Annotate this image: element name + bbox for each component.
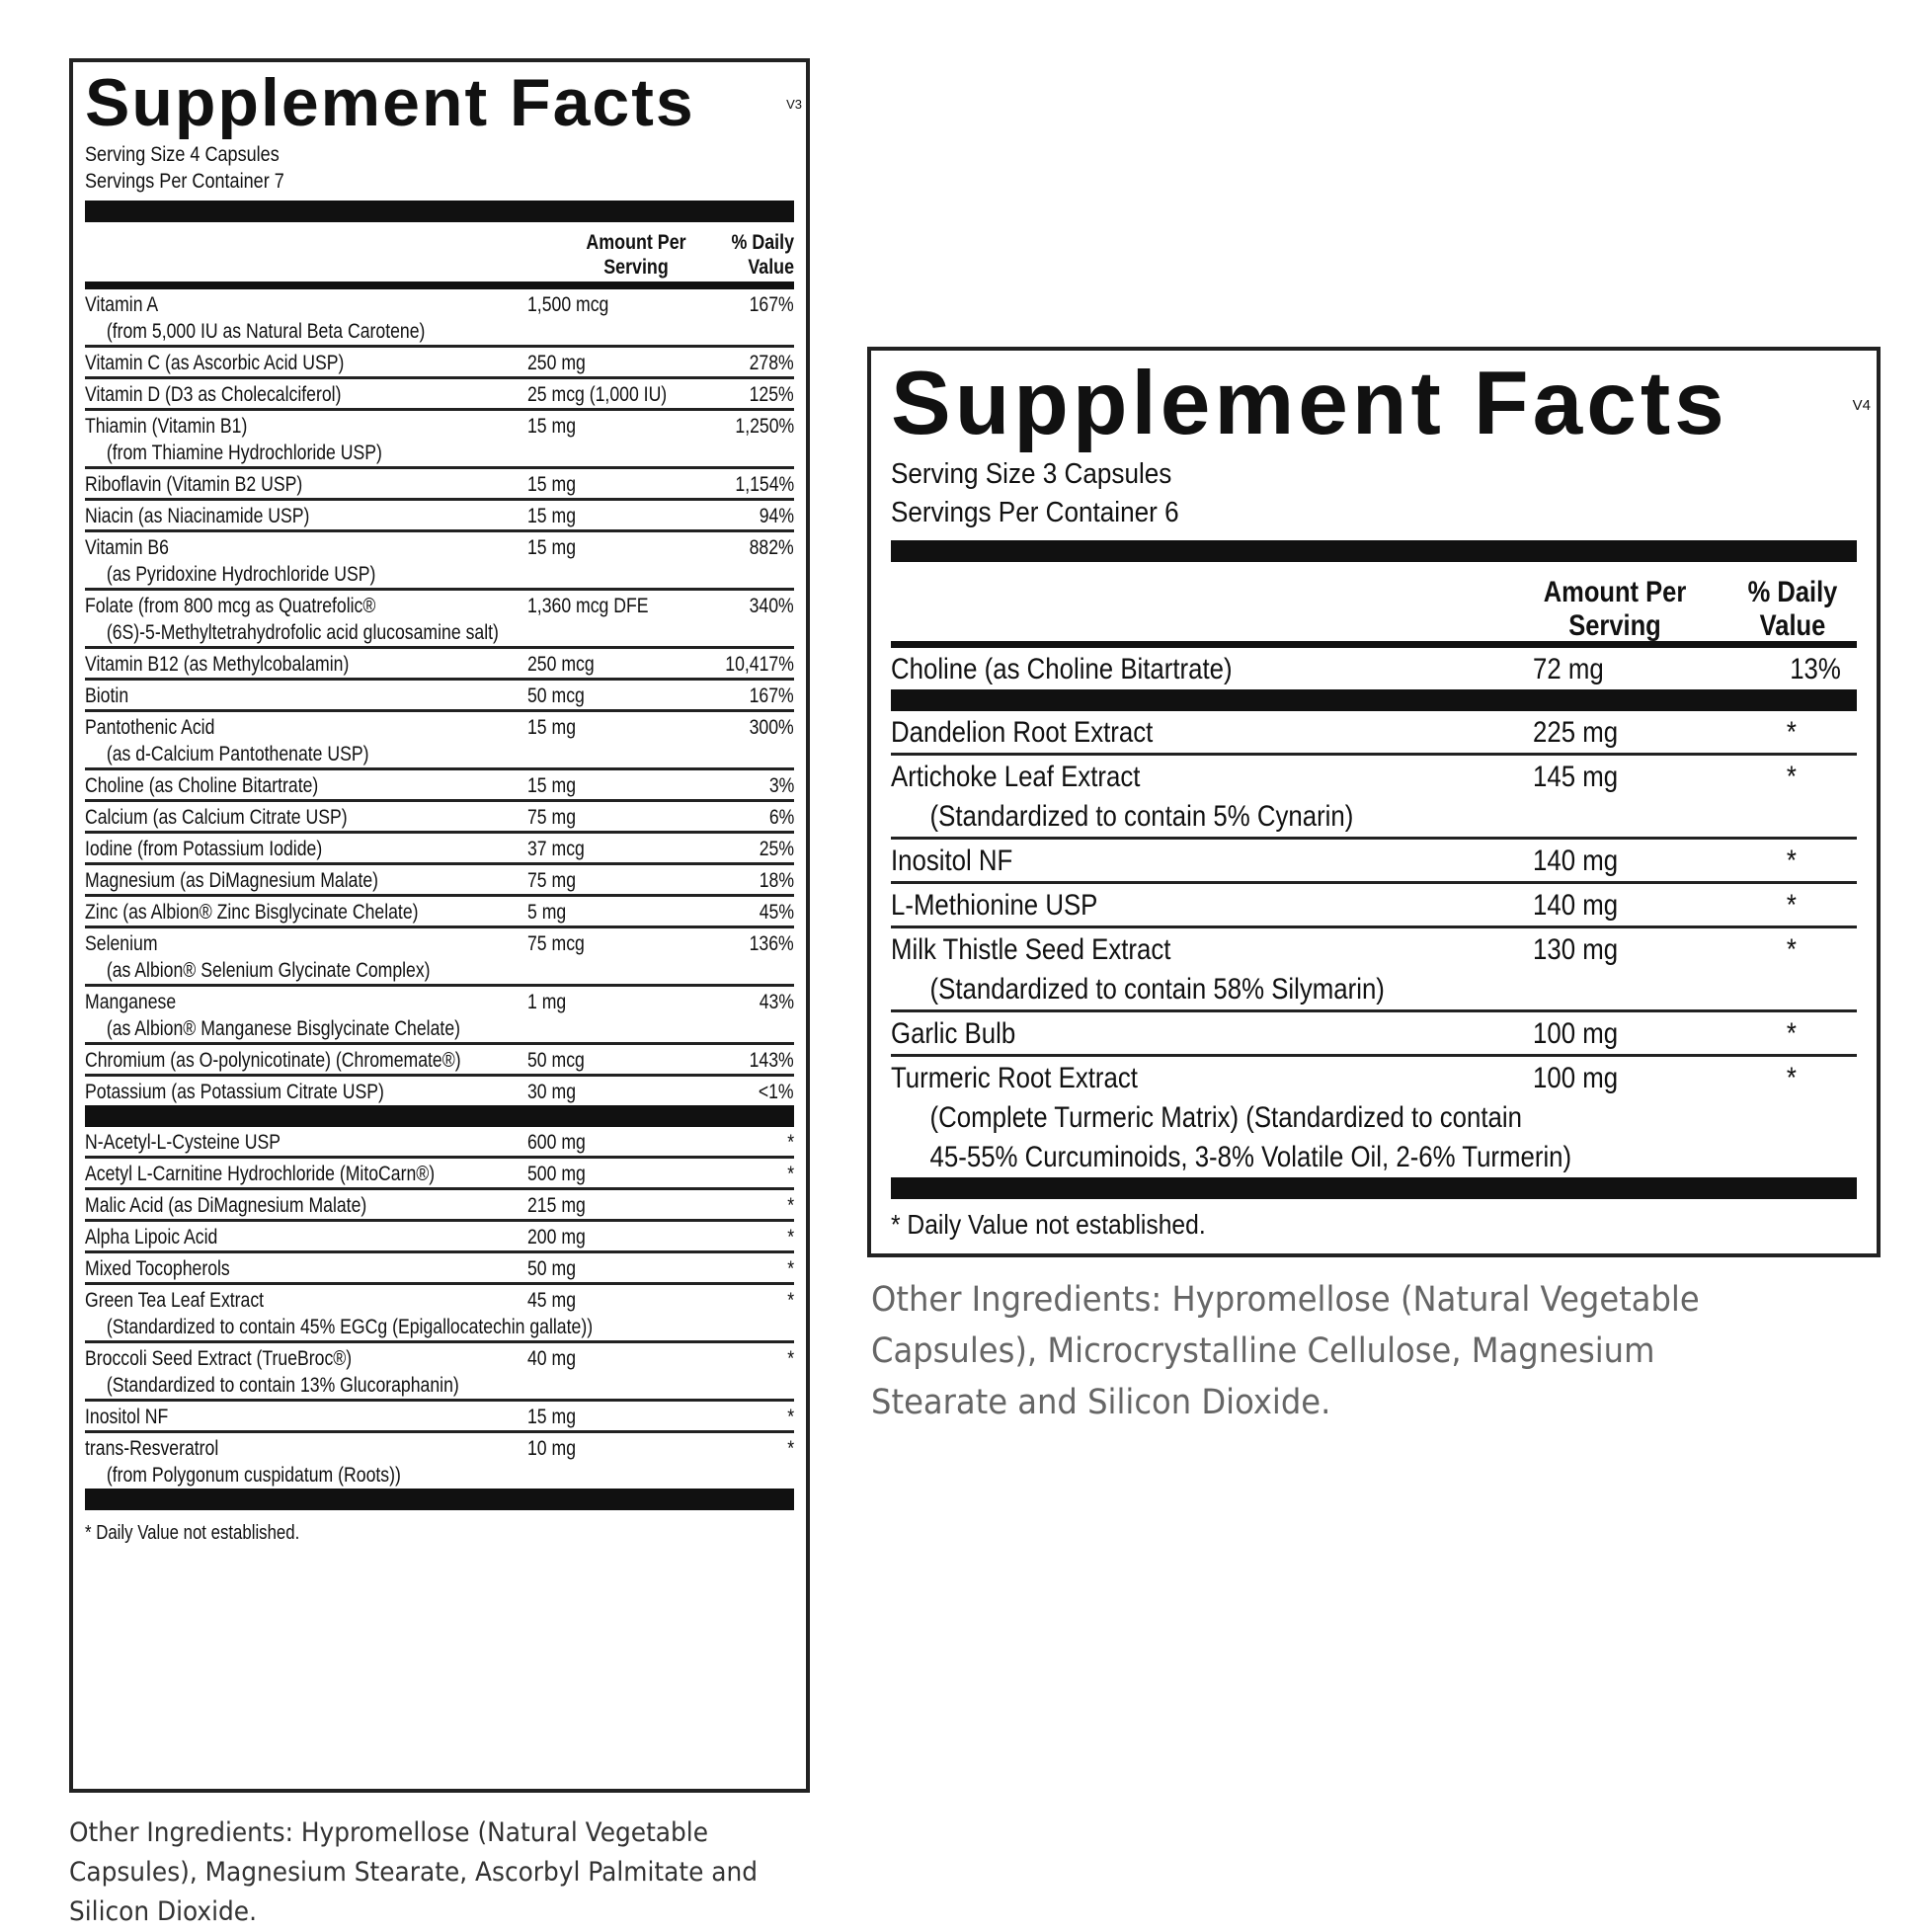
amount-per-serving: 1,500 mcg: [527, 293, 609, 316]
amount-per-serving: 145 mg: [1533, 761, 1619, 793]
ingredient-name: Milk Thistle Seed Extract: [891, 933, 1171, 966]
daily-value: *: [1786, 1062, 1797, 1094]
daily-value: *: [787, 1163, 794, 1185]
table-row: [85, 1127, 794, 1159]
table-row: [85, 1190, 794, 1222]
ingredient-name: Selenium: [85, 932, 158, 955]
vitamins-list: [85, 289, 794, 1105]
ingredient-name: Broccoli Seed Extract (TrueBroc®): [85, 1347, 353, 1370]
ingredient-name: Malic Acid (as DiMagnesium Malate): [85, 1194, 367, 1217]
amount-per-serving: 100 mg: [1533, 1062, 1619, 1094]
ingredient-name-cell: [85, 534, 681, 588]
ingredient-source: (Complete Turmeric Matrix) (Standardized to contain: [929, 1101, 1522, 1134]
amount-per-serving: 200 mg: [527, 1226, 586, 1248]
ingredient-name: Iodine (from Potassium Iodide): [85, 838, 323, 860]
amount-per-serving: 15 mg: [527, 716, 577, 739]
ingredient-name-cell: [85, 503, 681, 529]
table-row: [85, 469, 794, 501]
ingredient-name: Artichoke Leaf Extract: [891, 761, 1141, 793]
ingredient-name-cell: [85, 471, 681, 498]
table-row: [85, 987, 794, 1045]
supplement-facts-panel-right: [867, 347, 1881, 1257]
ingredient-source: (from 5,000 IU as Natural Beta Carotene): [106, 320, 426, 343]
amount-per-serving: 75 mcg: [527, 932, 585, 955]
table-row: [85, 501, 794, 532]
table-row: [85, 1222, 794, 1253]
table-row: [891, 648, 1857, 689]
amount-per-serving: 50 mcg: [527, 684, 585, 707]
amount-per-serving: 250 mcg: [527, 653, 595, 676]
daily-value: 125%: [749, 383, 794, 406]
table-row: [85, 591, 794, 649]
table-row: [891, 840, 1857, 884]
amount-per-serving: 50 mg: [527, 1257, 577, 1280]
daily-value: <1%: [759, 1081, 794, 1103]
table-row: [85, 1402, 794, 1433]
divider-thick: [891, 540, 1857, 562]
amount-per-serving: 140 mg: [1533, 889, 1619, 922]
ingredient-name-cell: [85, 714, 681, 767]
ingredient-source: (Standardized to contain 58% Silymarin): [929, 973, 1385, 1006]
ingredient-name: N-Acetyl-L-Cysteine USP: [85, 1131, 281, 1154]
table-row: [891, 1012, 1857, 1057]
daily-value: *: [1786, 1017, 1797, 1050]
amount-per-serving: 15 mg: [527, 536, 577, 559]
footnote: * Daily Value not established.: [891, 1209, 1206, 1240]
ingredient-name: Vitamin B6: [85, 536, 169, 559]
table-row: [891, 1057, 1857, 1177]
amount-per-serving: 600 mg: [527, 1131, 586, 1154]
ingredient-source: (as Pyridoxine Hydrochloride USP): [106, 563, 376, 586]
daily-value: 300%: [749, 716, 794, 739]
other-ingredients-list: [85, 1127, 794, 1489]
serving-size: Serving Size 4 Capsules: [85, 143, 280, 166]
daily-value-header: % Daily Value: [731, 231, 794, 279]
amount-per-serving: 10 mg: [527, 1437, 577, 1460]
ingredient-source: (Standardized to contain 45% EGCg (Epigallocatechin gallate)): [106, 1316, 594, 1338]
ingredient-name-cell: [85, 1435, 681, 1489]
table-row: [85, 897, 794, 928]
daily-value: 1,250%: [735, 415, 794, 438]
table-row: [85, 1159, 794, 1190]
ingredient-name-cell: [85, 1224, 681, 1250]
daily-value: *: [1786, 933, 1797, 966]
ingredient-source: (as Albion® Selenium Glycinate Complex): [106, 959, 431, 982]
daily-value: 6%: [768, 806, 794, 829]
ingredient-name-cell: [85, 867, 681, 894]
amount-per-serving: 40 mg: [527, 1347, 577, 1370]
daily-value: *: [787, 1347, 794, 1370]
ingredient-source: (from Polygonum cuspidatum (Roots)): [106, 1464, 401, 1487]
daily-value: 340%: [749, 595, 794, 617]
footnote: * Daily Value not established.: [85, 1522, 300, 1544]
amount-per-serving: 1,360 mcg DFE: [527, 595, 649, 617]
ingredient-name-cell: [85, 413, 681, 466]
table-row: [85, 1343, 794, 1402]
daily-value: *: [787, 1194, 794, 1217]
amount-per-serving: 215 mg: [527, 1194, 586, 1217]
ingredient-name: Calcium (as Calcium Citrate USP): [85, 806, 348, 829]
ingredient-name: Alpha Lipoic Acid: [85, 1226, 218, 1248]
ingredient-source: (Standardized to contain 5% Cynarin): [929, 800, 1354, 833]
table-row: [85, 1253, 794, 1285]
ingredient-source: (Standardized to contain 13% Glucoraphanin): [106, 1374, 459, 1397]
table-row: [85, 411, 794, 469]
divider-thick: [85, 201, 794, 222]
daily-value: 43%: [759, 991, 794, 1013]
amount-per-serving: 37 mcg: [527, 838, 585, 860]
ingredient-name-cell: [85, 1287, 681, 1340]
daily-value: *: [1786, 889, 1797, 922]
ingredient-name: Vitamin A: [85, 293, 159, 316]
column-header: [891, 562, 1857, 641]
ingredient-name: Niacin (as Niacinamide USP): [85, 505, 310, 527]
amount-per-serving: 30 mg: [527, 1081, 577, 1103]
divider-thick: [891, 1177, 1857, 1199]
ingredient-name: L-Methionine USP: [891, 889, 1098, 922]
ingredient-name: Manganese: [85, 991, 177, 1013]
ingredient-name-cell: [85, 930, 681, 984]
ingredient-name: Choline (as Choline Bitartrate): [85, 774, 319, 797]
daily-value: 25%: [759, 838, 794, 860]
ingredient-name-cell: [85, 1345, 681, 1399]
serving-size: Serving Size 3 Capsules: [891, 458, 1172, 490]
divider-thick: [891, 689, 1857, 711]
other-ingredients-text-right: Other Ingredients: Hypromellose (Natural Vegetable Capsules), Microcrystalline Cellulose, Magnesium Stearate and Silicon Dioxide.: [871, 1280, 1700, 1422]
table-row: [891, 711, 1857, 756]
ingredient-name: Vitamin D (D3 as Cholecalciferol): [85, 383, 342, 406]
ingredient-name: Zinc (as Albion® Zinc Bisglycinate Chelate): [85, 901, 419, 924]
table-row: [85, 865, 794, 897]
table-row: [85, 802, 794, 834]
amount-per-serving: 15 mg: [527, 505, 577, 527]
amount-per-serving: 15 mg: [527, 415, 577, 438]
daily-value: 167%: [749, 293, 794, 316]
ingredient-name-cell: [85, 683, 681, 709]
ingredient-name: Inositol NF: [85, 1406, 169, 1428]
ingredient-name: Acetyl L-Carnitine Hydrochloride (MitoCarn®): [85, 1163, 436, 1185]
ingredient-name: trans-Resveratrol: [85, 1437, 219, 1460]
column-header: [85, 222, 794, 282]
ingredient-name: Turmeric Root Extract: [891, 1062, 1138, 1094]
amount-per-serving: 75 mg: [527, 869, 577, 892]
amount-per-serving: 75 mg: [527, 806, 577, 829]
ingredient-name: Potassium (as Potassium Citrate USP): [85, 1081, 384, 1103]
daily-value: *: [1786, 845, 1797, 877]
ingredient-name-cell: [85, 899, 681, 926]
other-ingredients-list: [891, 711, 1857, 1177]
daily-value: *: [787, 1257, 794, 1280]
amount-per-serving: 1 mg: [527, 991, 567, 1013]
amount-per-serving: 15 mg: [527, 1406, 577, 1428]
table-row: [85, 1285, 794, 1343]
amount-per-serving: 225 mg: [1533, 716, 1619, 749]
ingredient-name: Riboflavin (Vitamin B2 USP): [85, 473, 303, 496]
ingredient-name: Vitamin B12 (as Methylcobalamin): [85, 653, 350, 676]
table-row: [891, 928, 1857, 1012]
divider-medium: [85, 282, 794, 289]
daily-value: *: [1786, 761, 1797, 793]
daily-value: *: [787, 1437, 794, 1460]
ingredient-name: Choline (as Choline Bitartrate): [891, 653, 1233, 685]
title-text: Supplement Facts: [85, 65, 695, 140]
ingredient-source: 45-55% Curcuminoids, 3-8% Volatile Oil, 2-6% Turmerin): [929, 1141, 1572, 1173]
ingredient-name: Magnesium (as DiMagnesium Malate): [85, 869, 379, 892]
daily-value: 13%: [1790, 653, 1841, 685]
daily-value: 94%: [759, 505, 794, 527]
divider-thick: [85, 1105, 794, 1127]
ingredient-name: Dandelion Root Extract: [891, 716, 1154, 749]
ingredient-name-cell: [85, 772, 681, 799]
ingredient-name-cell: [85, 350, 681, 376]
amount-per-serving: 45 mg: [527, 1289, 577, 1312]
amount-per-serving: 72 mg: [1533, 653, 1604, 685]
divider-thick: [85, 1489, 794, 1510]
nutrient-list: [891, 648, 1857, 689]
table-row: [85, 712, 794, 770]
ingredient-name: Thiamin (Vitamin B1): [85, 415, 248, 438]
ingredient-name: Chromium (as O-polynicotinate) (Chromemate®): [85, 1049, 461, 1072]
version-label: V4: [1852, 397, 1871, 414]
table-row: [85, 379, 794, 411]
amount-per-serving: 25 mcg (1,000 IU): [527, 383, 668, 406]
amount-per-serving: 15 mg: [527, 473, 577, 496]
table-row: [85, 681, 794, 712]
daily-value: *: [787, 1406, 794, 1428]
ingredient-source: (6S)-5-Methyltetrahydrofolic acid glucosamine salt): [106, 621, 499, 644]
table-row: [891, 884, 1857, 928]
version-label: V3: [786, 97, 802, 112]
ingredient-name-cell: [85, 1404, 681, 1430]
ingredient-name-cell: [85, 836, 681, 862]
ingredient-name-cell: [85, 1129, 681, 1156]
amount-per-serving: 140 mg: [1533, 845, 1619, 877]
table-row: [85, 649, 794, 681]
amount-per-serving: 50 mcg: [527, 1049, 585, 1072]
table-row: [85, 834, 794, 865]
daily-value: 45%: [759, 901, 794, 924]
table-row: [85, 289, 794, 348]
panel-title: [85, 65, 802, 140]
table-row: [85, 770, 794, 802]
daily-value: 1,154%: [735, 473, 794, 496]
amount-per-serving: 15 mg: [527, 774, 577, 797]
ingredient-name-cell: [85, 1047, 681, 1074]
daily-value: 167%: [749, 684, 794, 707]
divider-medium: [891, 641, 1857, 648]
table-row: [85, 348, 794, 379]
amount-per-serving-header: Amount Per Serving: [1543, 576, 1687, 642]
daily-value: *: [1786, 716, 1797, 749]
ingredient-name: Garlic Bulb: [891, 1017, 1016, 1050]
daily-value: 143%: [749, 1049, 794, 1072]
ingredient-name: Mixed Tocopherols: [85, 1257, 230, 1280]
ingredient-source: (from Thiamine Hydrochloride USP): [106, 442, 382, 464]
amount-per-serving: 5 mg: [527, 901, 567, 924]
ingredient-name: Green Tea Leaf Extract: [85, 1289, 265, 1312]
amount-per-serving: 250 mg: [527, 352, 586, 374]
ingredient-name-cell: [85, 1255, 681, 1282]
daily-value: 10,417%: [725, 653, 794, 676]
daily-value: 882%: [749, 536, 794, 559]
ingredient-name: Folate (from 800 mcg as Quatrefolic®: [85, 595, 376, 617]
amount-per-serving: 130 mg: [1533, 933, 1619, 966]
servings-per-container: Servings Per Container 7: [85, 170, 284, 193]
panel-title: [891, 354, 1871, 453]
servings-per-container: Servings Per Container 6: [891, 497, 1179, 528]
ingredient-name: Biotin: [85, 684, 129, 707]
supplement-facts-panel-left: [69, 58, 810, 1793]
ingredient-name-cell: [85, 1161, 681, 1187]
ingredient-name-cell: [85, 1192, 681, 1219]
table-row: [85, 1045, 794, 1077]
ingredient-source: (as Albion® Manganese Bisglycinate Chelate): [106, 1017, 461, 1040]
amount-per-serving: 500 mg: [527, 1163, 586, 1185]
daily-value: *: [787, 1226, 794, 1248]
amount-per-serving-header: Amount Per Serving: [586, 231, 686, 279]
other-ingredients-text-left: Other Ingredients: Hypromellose (Natural Vegetable Capsules), Magnesium Stearate, Ascorbyl Palmitate and Silicon Dioxide.: [69, 1817, 758, 1927]
table-row: [85, 1433, 794, 1489]
daily-value: *: [787, 1131, 794, 1154]
ingredient-name-cell: [85, 989, 681, 1042]
daily-value: 136%: [749, 932, 794, 955]
ingredient-name: Vitamin C (as Ascorbic Acid USP): [85, 352, 345, 374]
title-text: Supplement Facts: [891, 354, 1728, 453]
daily-value: *: [787, 1289, 794, 1312]
daily-value-header: % Daily Value: [1747, 576, 1838, 642]
table-row: [85, 532, 794, 591]
ingredient-name-cell: [85, 1079, 681, 1105]
daily-value: 278%: [749, 352, 794, 374]
ingredient-name: Inositol NF: [891, 845, 1013, 877]
daily-value: 18%: [759, 869, 794, 892]
daily-value: 3%: [768, 774, 794, 797]
ingredient-name-cell: [85, 804, 681, 831]
table-row: [85, 1077, 794, 1105]
ingredient-source: (as d-Calcium Pantothenate USP): [106, 743, 369, 765]
table-row: [85, 928, 794, 987]
ingredient-name: Pantothenic Acid: [85, 716, 215, 739]
amount-per-serving: 100 mg: [1533, 1017, 1619, 1050]
table-row: [891, 756, 1857, 840]
